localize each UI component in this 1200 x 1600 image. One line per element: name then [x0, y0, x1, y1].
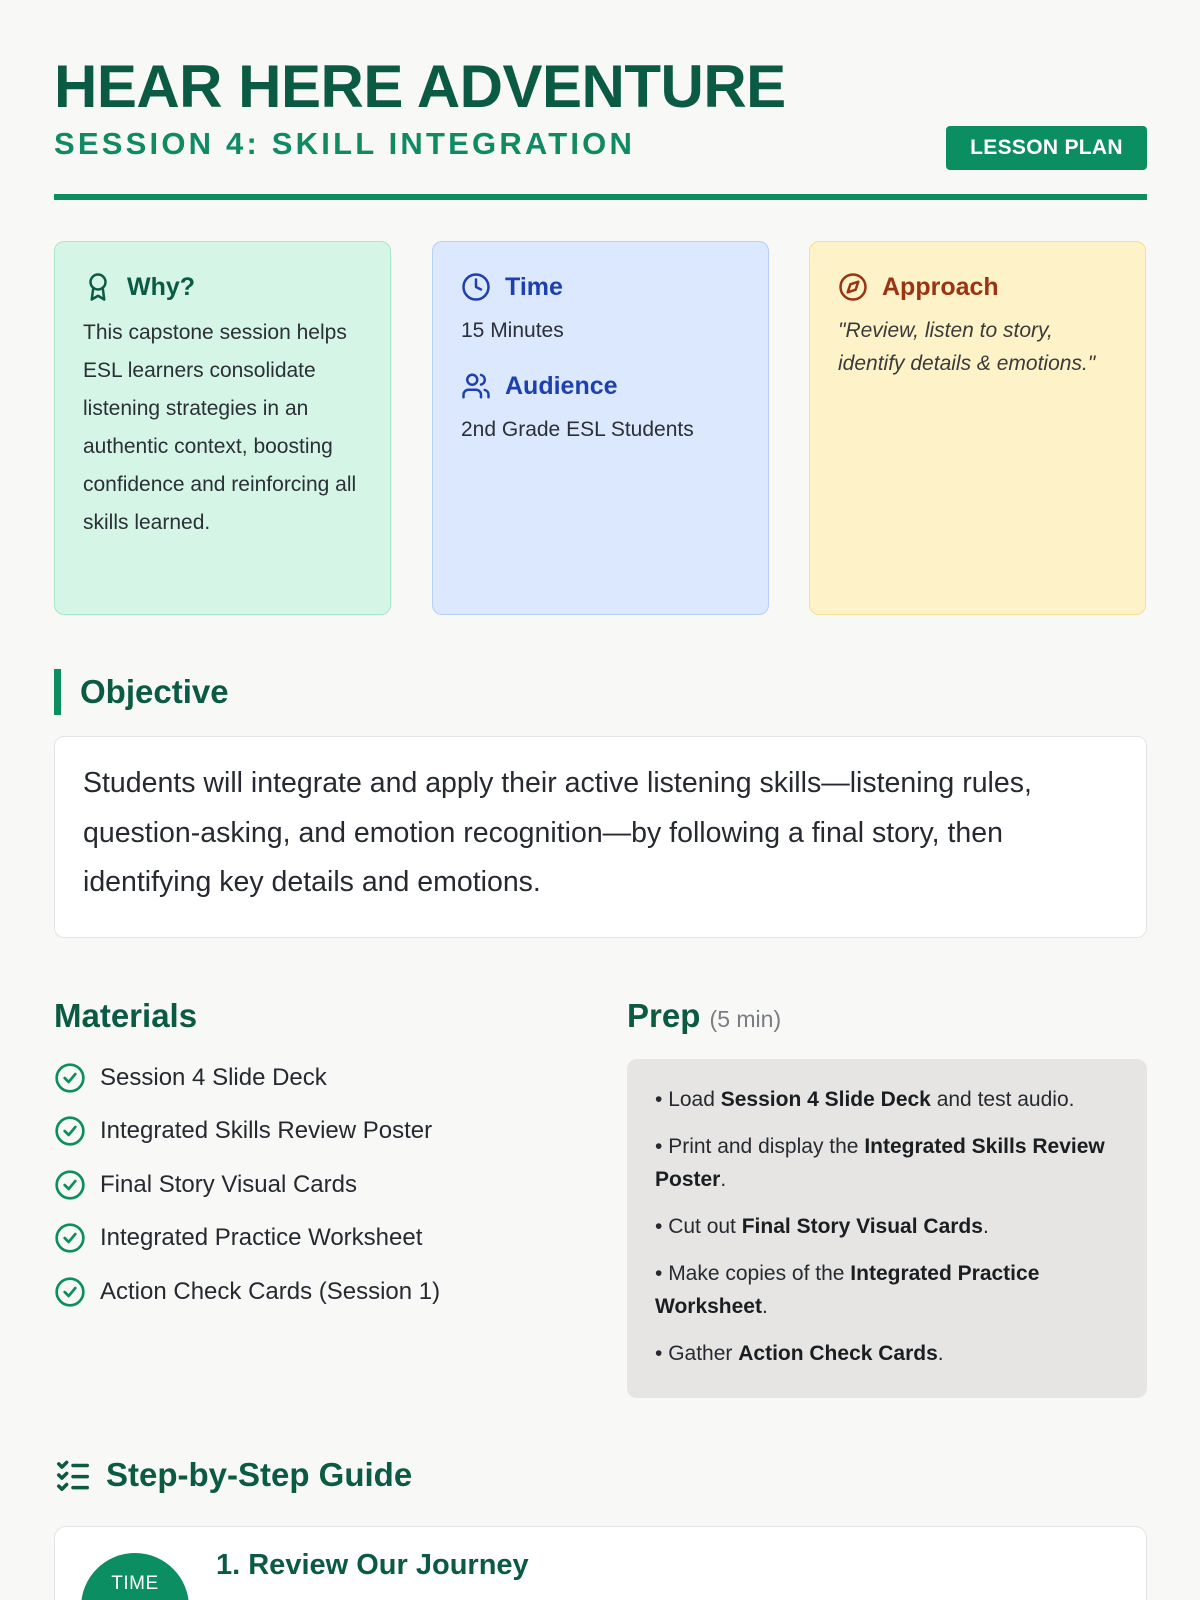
page-subtitle: SESSION 4: SKILL INTEGRATION [54, 126, 636, 161]
materials-item: Integrated Practice Worksheet [54, 1212, 440, 1266]
compass-icon [838, 272, 868, 302]
prep-item: • Load Session 4 Slide Deck and test audio. [655, 1088, 1075, 1111]
prep-duration: (5 min) [709, 1006, 782, 1032]
time-heading: Time [505, 272, 563, 301]
award-ribbon-icon [83, 272, 113, 302]
prep-item: • Gather Action Check Cards. [655, 1342, 944, 1365]
guide-heading: Step-by-Step Guide [54, 1453, 412, 1497]
objective-text: Students will integrate and apply their active listening skills—listening rules, question-asking, and emotion recognition—by following a final story, then identifying key details and emotions. [83, 767, 1032, 898]
clock-icon [461, 272, 491, 302]
materials-list [54, 1051, 440, 1319]
lesson-plan-badge: LESSON PLAN [946, 126, 1147, 170]
step-card [54, 1526, 1147, 1600]
objective-heading: Objective [80, 673, 229, 710]
step-time-badge: TIME [81, 1553, 189, 1600]
approach-card [809, 241, 1146, 615]
approach-heading: Approach [882, 272, 999, 301]
check-circle-icon [54, 1276, 86, 1308]
prep-item: • Cut out Final Story Visual Cards. [655, 1215, 989, 1238]
prep-item: • Make copies of the Integrated Practice Worksheet. [655, 1262, 1040, 1318]
header-divider [54, 194, 1147, 200]
materials-item: Session 4 Slide Deck [54, 1051, 440, 1105]
time-card [432, 241, 769, 615]
objective-accent-bar [54, 669, 61, 715]
materials-item: Action Check Cards (Session 1) [54, 1265, 440, 1319]
time-value: 15 Minutes [461, 319, 564, 342]
audience-value: 2nd Grade ESL Students [461, 418, 694, 441]
checklist-icon [54, 1456, 92, 1494]
users-icon [461, 371, 491, 401]
objective-box [54, 736, 1147, 938]
prep-box [627, 1059, 1147, 1398]
page-title: HEAR HERE ADVENTURE [54, 53, 786, 120]
materials-heading: Materials [54, 997, 198, 1034]
why-card [54, 241, 391, 615]
why-heading: Why? [127, 272, 196, 301]
prep-heading: Prep (5 min) [627, 997, 782, 1034]
step-title: 1. Review Our Journey [216, 1549, 529, 1581]
audience-heading: Audience [505, 371, 618, 400]
check-circle-icon [54, 1222, 86, 1254]
approach-quote: "Review, listen to story, identify details & emotions." [838, 319, 1096, 375]
check-circle-icon [54, 1062, 86, 1094]
check-circle-icon [54, 1169, 86, 1201]
why-text: This capstone session helps ESL learners consolidate listening strategies in an authentic context, boosting confidence and reinforcing all skills learned. [83, 321, 357, 534]
prep-item: • Print and display the Integrated Skills Review Poster. [655, 1135, 1105, 1191]
materials-item: Final Story Visual Cards [54, 1158, 440, 1212]
check-circle-icon [54, 1115, 86, 1147]
materials-item: Integrated Skills Review Poster [54, 1105, 440, 1159]
